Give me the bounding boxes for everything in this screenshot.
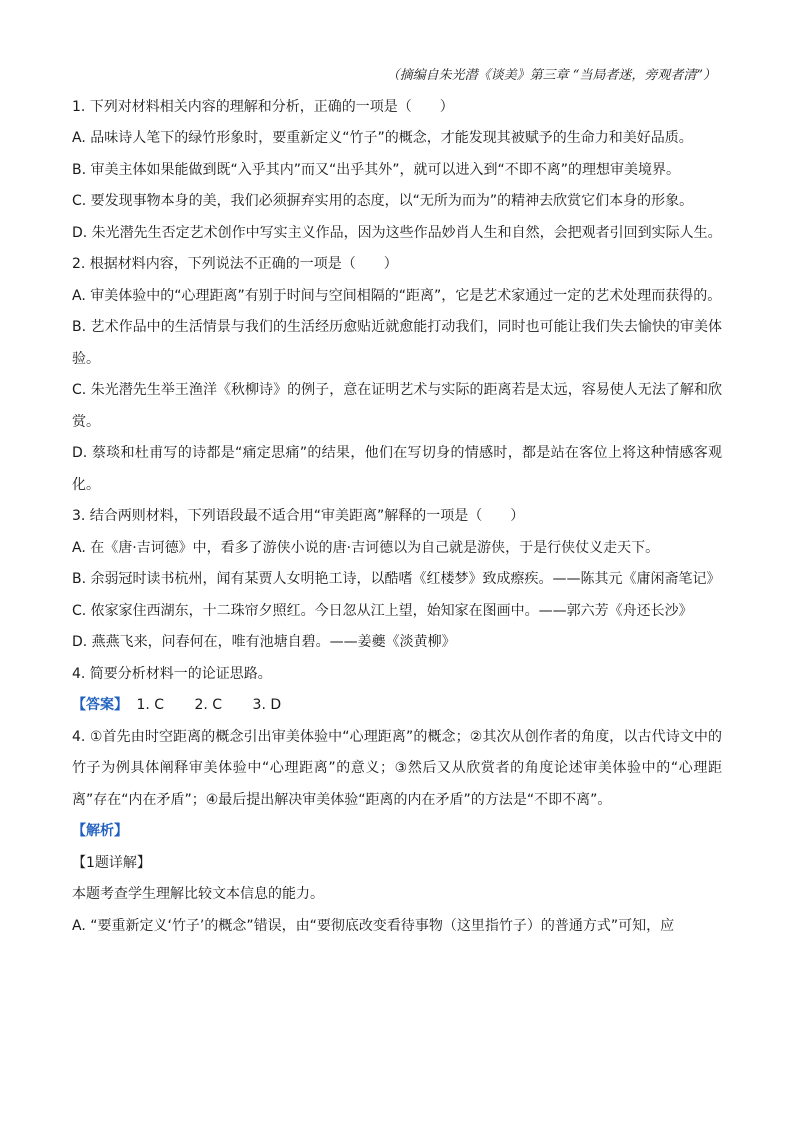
analysis-first-point: A. “要重新定义‘竹子’的概念”错误，由“要彻底改变看待事物（这里指竹子）的普通方式”可知，应: [72, 917, 675, 934]
question-3-stem: 3. 结合两则材料，下列语段最不适合用“审美距离”解释的一项是（ ）: [72, 508, 525, 524]
analysis-label: 【解析】: [72, 823, 128, 839]
question-2-option-d: D. 蔡琰和杜甫写的诗都是“痛定思痛”的结果，他们在写切身的情感时，都是站在客位上将这种情感客观化。: [72, 445, 722, 493]
question-1-stem: 1. 下列对材料相关内容的理解和分析，正确的一项是（ ）: [72, 98, 454, 115]
analysis-intro: 本题考查学生理解比较文本信息的能力。: [72, 886, 324, 902]
analysis-detail-heading: 【1题详解】: [72, 854, 151, 871]
answer-item-3: 3. D: [252, 697, 282, 713]
question-3-option-d: D. 燕燕飞来，问春何在，唯有池塘自碧。——姜夔《淡黄柳》: [72, 634, 456, 650]
question-3-option-b: B. 余弱冠时读书杭州，闻有某贾人女明艳工诗，以酷嗜《红楼梦》致成瘵疾。——陈其元《庸闲斋笔记》: [72, 571, 721, 587]
document-page: [72, 60, 722, 942]
question-3-option-a: A. 在《唐·吉诃德》中，看多了游侠小说的唐·吉诃德以为自己就是游侠，于是行侠仗义走天下。: [72, 539, 660, 556]
answer-label: 【答案】: [72, 697, 128, 713]
question-2-stem: 2. 根据材料内容，下列说法不正确的一项是（ ）: [72, 256, 398, 272]
question-1-option-d: D. 朱光潜先生否定艺术创作中写实主义作品，因为这些作品妙肖人生和自然，会把观者引回到实际人生。: [72, 224, 722, 241]
question-1-option-b: B. 审美主体如果能做到既“入乎其内”而又“出乎其外”，就可以进入到“不即不离”的理想审美境界。: [72, 161, 681, 178]
answer-item-2: 2. C: [194, 697, 223, 713]
question-3-option-c: C. 侬家家住西湖东，十二珠帘夕照红。今日忽从江上望，始知家在图画中。——郭六芳《舟还长沙》: [72, 602, 693, 619]
question-1-option-c: C. 要发现事物本身的美，我们必须摒弃实用的态度，以“无所为而为”的精神去欣赏它们本身的形象。: [72, 193, 694, 209]
question-1-option-a: A. 品味诗人笔下的绿竹形象时，要重新定义“竹子”的概念，才能发现其被赋予的生命力和美好品质。: [72, 130, 693, 146]
question-2-option-b: B. 艺术作品中的生活情景与我们的生活经历愈贴近就愈能打动我们，同时也可能让我们失去愉快的审美体验。: [72, 319, 722, 367]
answer-row: [72, 690, 722, 722]
question-2-option-a: A. 审美体验中的“心理距离”有别于时间与空间相隔的“距离”，它是艺术家通过一定的艺术处理而获得的。: [72, 287, 722, 304]
question-2-option-c: C. 朱光潜先生举王渔洋《秋柳诗》的例子，意在证明艺术与实际的距离若是太远，容易使人无法了解和欣赏。: [72, 382, 722, 430]
answer-item-1: 1. C: [136, 697, 165, 713]
answer-q4-text: 4. ①首先由时空距离的概念引出审美体验中“心理距离”的概念；②其次从创作者的角度，以古代诗文中的竹子为例具体阐释审美体验中“心理距离”的意义；③然后又从欣赏者的角度论述审美体验中的“心理距离”存在“内在矛盾”；④最后提出解决审美体验“距离的内在矛盾”的方法是“不即不离”。: [72, 728, 722, 808]
source-citation: （摘编自朱光潜《谈美》第三章 “当局者迷，旁观者清”）: [386, 68, 716, 83]
question-4-stem: 4. 简要分析材料一的论证思路。: [72, 665, 272, 682]
